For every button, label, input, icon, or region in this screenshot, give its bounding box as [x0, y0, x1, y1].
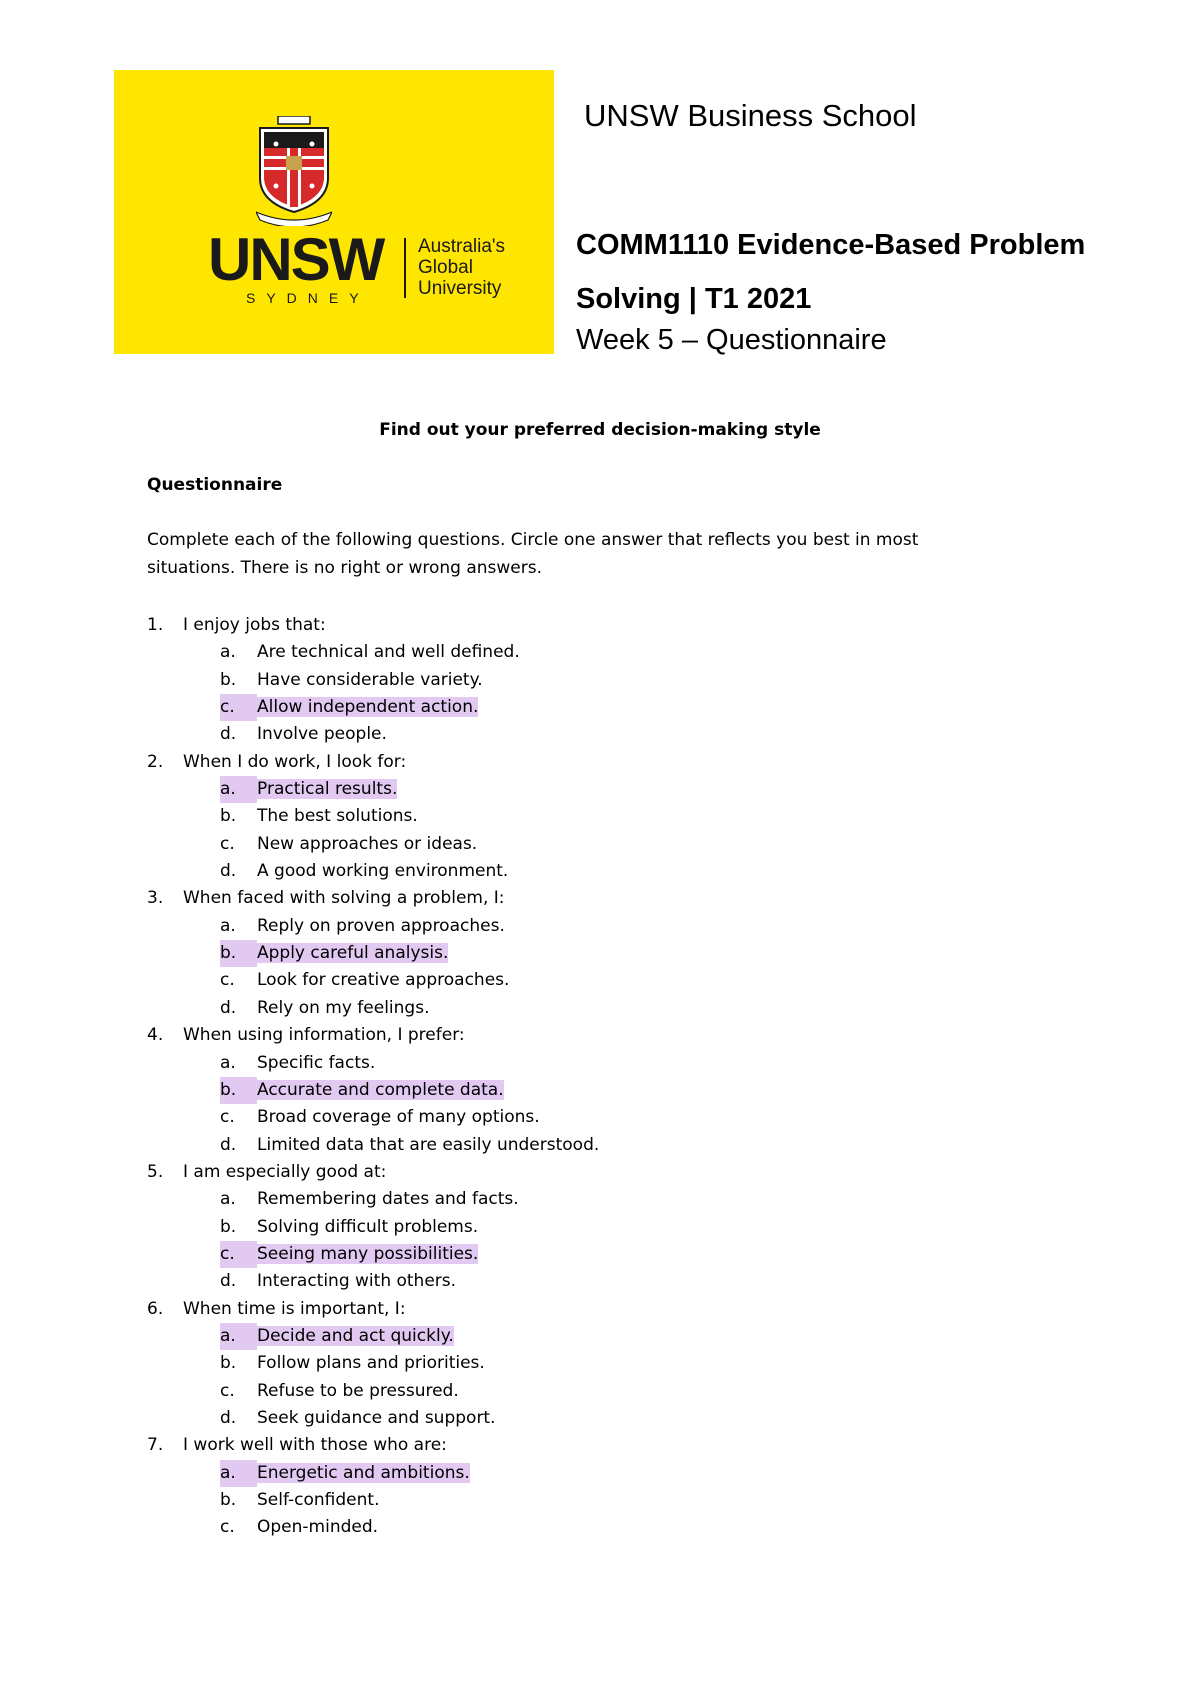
option-text: New approaches or ideas. [257, 833, 478, 854]
answer-option[interactable] [147, 667, 1047, 694]
option-label: d. [220, 861, 237, 882]
option-text: Self-confident. [257, 1490, 380, 1510]
option-label: b. [220, 1216, 237, 1237]
answer-option[interactable] [147, 1268, 1047, 1295]
answer-option-selected[interactable] [147, 1241, 1047, 1268]
option-text: Remembering dates and facts. [257, 1189, 519, 1210]
option-label: b. [220, 1490, 237, 1510]
course-title [576, 218, 1085, 326]
document-header [576, 98, 1176, 356]
option-text: Involve people. [257, 724, 387, 745]
logo-divider [404, 238, 406, 298]
question [147, 749, 1047, 776]
question [147, 1159, 1047, 1186]
question [147, 1022, 1047, 1049]
logo-city: SYDNEY [246, 290, 370, 306]
answer-option-selected[interactable] [147, 776, 1047, 803]
option-text: Decide and act quickly. [257, 1325, 454, 1346]
course-title-line: Solving | T1 2021 [576, 283, 812, 315]
option-label: b. [220, 1353, 237, 1374]
question [147, 612, 1047, 639]
school-name: UNSW Business School [584, 98, 917, 133]
answer-option[interactable] [147, 1350, 1047, 1377]
option-label: c. [220, 1380, 235, 1401]
option-text: Open-minded. [257, 1517, 379, 1538]
course-title-line: COMM1110 Evidence-Based Problem [576, 229, 1086, 261]
question-text: When time is important, I: [183, 1298, 406, 1319]
answer-option[interactable] [147, 995, 1047, 1022]
answer-option[interactable] [147, 1378, 1047, 1405]
option-text: Follow plans and priorities. [257, 1353, 485, 1374]
option-label: d. [220, 1134, 237, 1155]
answer-option-selected[interactable] [147, 1460, 1047, 1487]
option-label: c. [220, 833, 235, 854]
answer-option-selected[interactable] [147, 940, 1047, 967]
question-number: 5. [147, 1161, 164, 1182]
option-text: Solving difficult problems. [257, 1216, 479, 1237]
logo-tagline [418, 236, 505, 299]
option-text: Seeing many possibilities. [257, 1243, 479, 1264]
option-label: a. [220, 1052, 236, 1073]
option-text: Look for creative approaches. [257, 970, 510, 991]
option-text: Are technical and well defined. [257, 642, 520, 663]
answer-option[interactable] [147, 1214, 1047, 1241]
option-label: c. [220, 694, 257, 721]
answer-option[interactable] [147, 1104, 1047, 1131]
option-text: Refuse to be pressured. [257, 1380, 459, 1401]
answer-option[interactable] [147, 1487, 1047, 1514]
question-number: 2. [147, 751, 164, 772]
option-text: Allow independent action. [257, 697, 479, 718]
option-label: a. [220, 642, 236, 663]
answer-option[interactable] [147, 803, 1047, 830]
option-text: Apply careful analysis. [257, 943, 449, 964]
option-label: d. [220, 1407, 237, 1428]
option-text: Specific facts. [257, 1052, 376, 1073]
question [147, 1432, 1047, 1459]
instructions: Complete each of the following questions. Circle one answer that reflects you best in most situations. There is no right or wrong answers. [147, 530, 919, 578]
option-label: d. [220, 997, 237, 1018]
option-text: Seek guidance and support. [257, 1407, 496, 1428]
answer-option[interactable] [147, 1186, 1047, 1213]
answer-option[interactable] [147, 1050, 1047, 1077]
option-text: Broad coverage of many options. [257, 1107, 540, 1128]
answer-option-selected[interactable] [147, 1323, 1047, 1350]
section-title: Questionnaire [147, 475, 283, 495]
option-label: c. [220, 1517, 235, 1538]
option-label: d. [220, 724, 237, 745]
question-number: 1. [147, 615, 164, 635]
answer-option[interactable] [147, 831, 1047, 858]
option-label: c. [220, 1107, 235, 1128]
question-text: I work well with those who are: [183, 1435, 447, 1456]
answer-option[interactable] [147, 1405, 1047, 1432]
question-text: When I do work, I look for: [183, 751, 407, 772]
unsw-crest-icon [256, 116, 332, 226]
logo-tagline-line: Australia's [418, 236, 506, 257]
question-text: When faced with solving a problem, I: [183, 888, 505, 909]
question-text: I am especially good at: [183, 1161, 387, 1182]
option-label: d. [220, 1271, 237, 1292]
option-label: a. [220, 915, 236, 936]
logo-tagline-line: Global [418, 257, 473, 278]
answer-option[interactable] [147, 721, 1047, 748]
option-text: Practical results. [257, 779, 398, 800]
option-text: A good working environment. [257, 861, 509, 882]
option-text: Reply on proven approaches. [257, 915, 505, 936]
logo-wordmark: UNSW [208, 226, 384, 293]
answer-option[interactable] [147, 1132, 1047, 1159]
option-text: Accurate and complete data. [257, 1079, 504, 1100]
option-text: Energetic and ambitions. [257, 1462, 470, 1483]
option-label: c. [220, 970, 235, 991]
week-title: Week 5 – Questionnaire [576, 324, 887, 356]
question-number: 3. [147, 888, 164, 909]
question [147, 885, 1047, 912]
question [147, 1296, 1047, 1323]
question-text: I enjoy jobs that: [183, 615, 326, 635]
option-label: a. [220, 1189, 236, 1210]
answer-option-selected[interactable] [147, 694, 1047, 721]
option-text: Rely on my feelings. [257, 997, 430, 1018]
question-number: 4. [147, 1025, 164, 1046]
question-text: When using information, I prefer: [183, 1025, 465, 1046]
unsw-logo [114, 70, 554, 354]
question-number: 7. [147, 1435, 164, 1456]
question-list [147, 612, 1047, 1542]
logo-tagline-line: University [418, 278, 502, 299]
option-text: Interacting with others. [257, 1271, 457, 1292]
option-label: a. [220, 1460, 257, 1487]
page-subtitle: Find out your preferred decision-making style [379, 420, 821, 440]
option-label: a. [220, 776, 257, 803]
answer-option-selected[interactable] [147, 1077, 1047, 1104]
option-label: b. [220, 1077, 257, 1104]
answer-option[interactable] [147, 913, 1047, 940]
option-text: The best solutions. [257, 806, 418, 827]
option-text: Have considerable variety. [257, 669, 483, 690]
option-label: b. [220, 806, 237, 827]
option-label: c. [220, 1241, 257, 1268]
option-text: Limited data that are easily understood. [257, 1134, 600, 1155]
answer-option[interactable] [147, 858, 1047, 885]
option-label: b. [220, 669, 237, 690]
answer-option[interactable] [147, 1514, 1047, 1541]
question-number: 6. [147, 1298, 164, 1319]
option-label: b. [220, 940, 257, 967]
answer-option[interactable] [147, 967, 1047, 994]
option-label: a. [220, 1323, 257, 1350]
answer-option[interactable] [147, 639, 1047, 666]
